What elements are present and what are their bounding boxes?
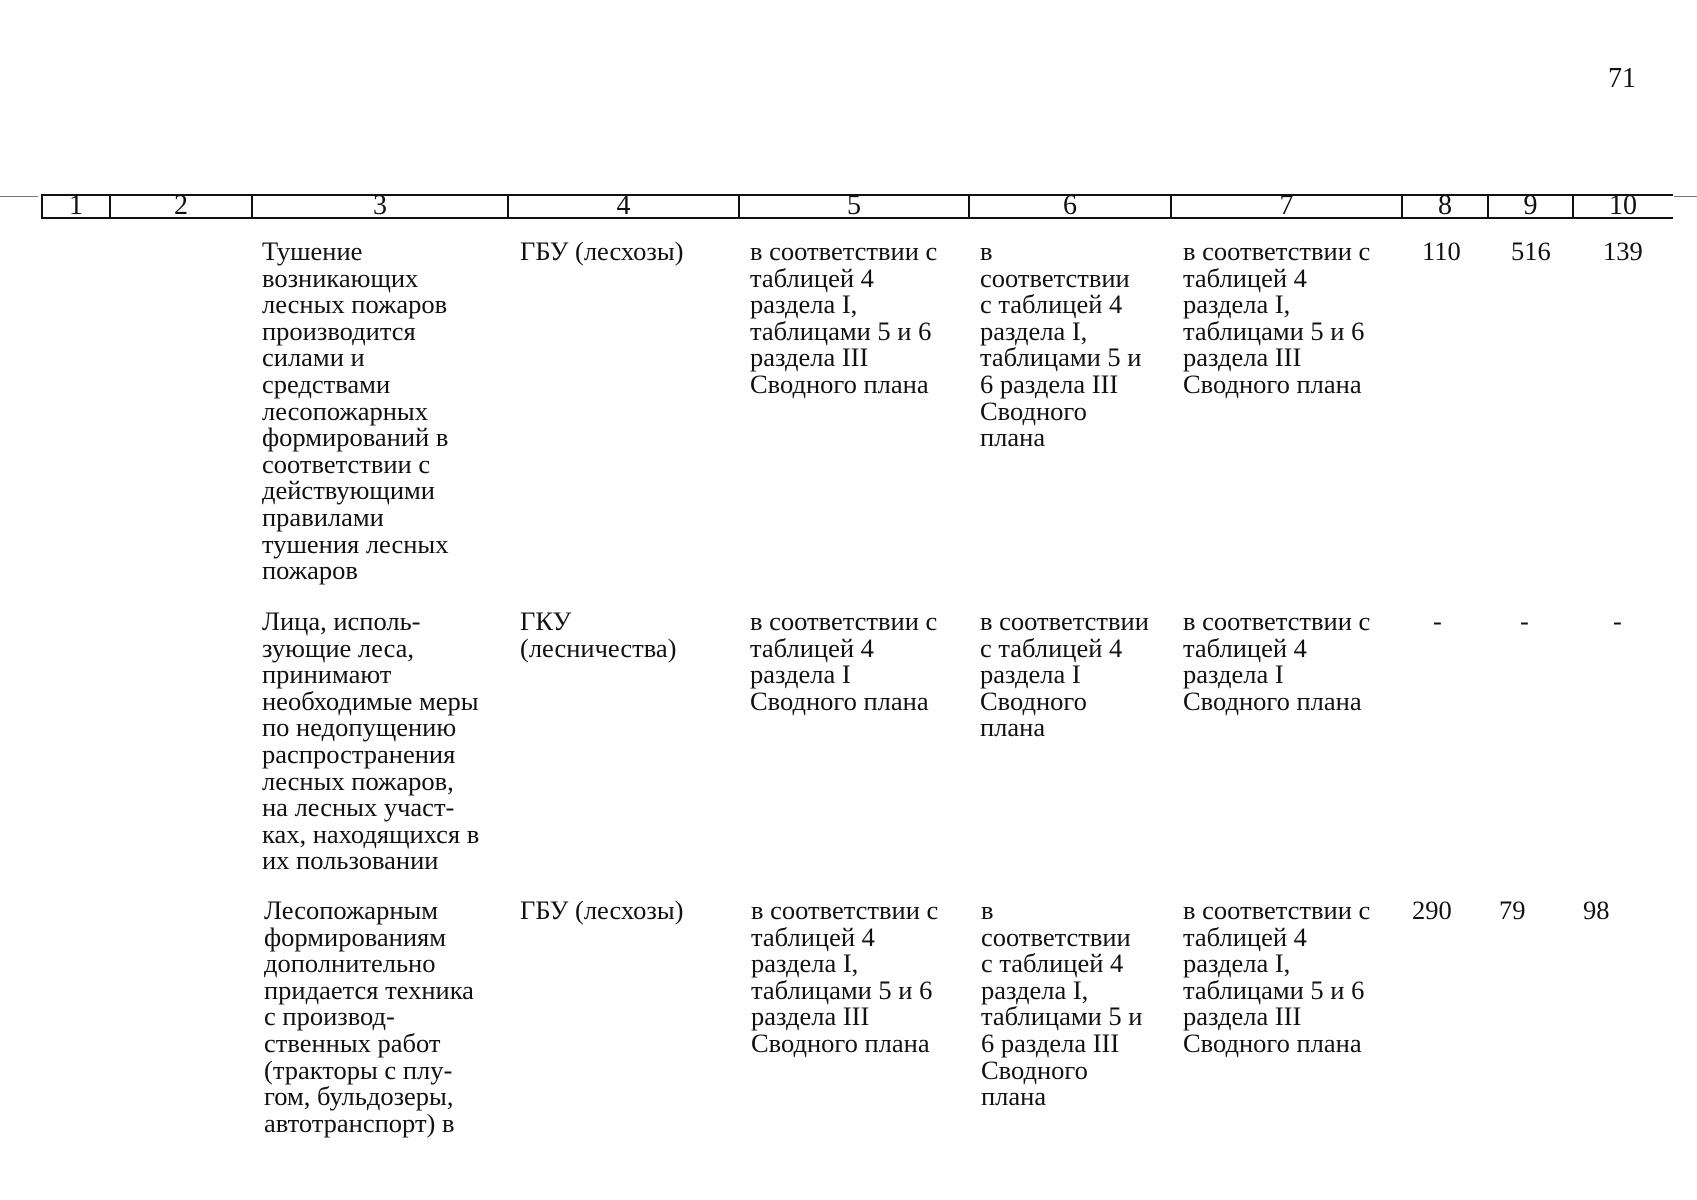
col8-value: 290: [1412, 895, 1452, 925]
measure-text: Лица, исполь- зующие леса, принимают необходимые меры по недопущению распространения лесных пожаров, на лесных участ- ках, находящихся в их пользовании: [262, 606, 480, 876]
col6-text: в соответствии с таблицей 4 раздела I, таблицами 5 и 6 раздела III Сводного плана: [980, 236, 1142, 453]
col10-value: -: [1613, 606, 1622, 636]
executor-text: ГКУ (лесничества): [520, 606, 677, 663]
col6-text: в соответствии с таблицей 4 раздела I, таблицами 5 и 6 раздела III Сводного плана: [981, 895, 1143, 1112]
header-col-6: 6: [1063, 190, 1077, 221]
col5-text: в соответствии с таблицей 4 раздела I Сводного плана: [750, 606, 938, 716]
measure-text: Лесопожарным формированиям дополнительно придается техника с производ- ственных работ (тракторы с плу- гом, бульдозеры, автотранспорт) в: [264, 895, 474, 1138]
header-col-10: 10: [1609, 190, 1637, 221]
scan-artifact-left: [0, 196, 38, 197]
header-col-3: 3: [373, 190, 387, 221]
header-col-8: 8: [1438, 190, 1452, 221]
col7-text: в соответствии с таблицей 4 раздела I Сводного плана: [1183, 606, 1371, 716]
header-col-4: 4: [616, 190, 631, 221]
header-col-5: 5: [847, 190, 861, 221]
col7-text: в соответствии с таблицей 4 раздела I, таблицами 5 и 6 раздела III Сводного плана: [1183, 895, 1371, 1058]
header-col-7: 7: [1279, 190, 1294, 221]
col9-value: 516: [1511, 236, 1551, 266]
scan-artifact-right: [1674, 196, 1697, 197]
header-col-9: 9: [1523, 190, 1538, 221]
col10-value: 98: [1583, 895, 1610, 925]
header-col-2: 2: [174, 190, 188, 221]
col10-value: 139: [1603, 236, 1643, 266]
header-col-1: 1: [69, 190, 83, 221]
col9-value: -: [1520, 606, 1529, 636]
col8-value: 110: [1422, 236, 1461, 266]
measure-text: Тушение возникающих лесных пожаров производится силами и средствами лесопожарных формирований в соответствии с действующими правилами тушения лесных пожаров: [262, 236, 449, 586]
col5-text: в соответствии с таблицей 4 раздела I, таблицами 5 и 6 раздела III Сводного плана: [750, 236, 938, 399]
executor-text: ГБУ (лесхозы): [520, 236, 684, 266]
page-number: 71: [1608, 63, 1636, 94]
col7-text: в соответствии с таблицей 4 раздела I, таблицами 5 и 6 раздела III Сводного плана: [1183, 236, 1371, 399]
col8-value: -: [1433, 606, 1442, 636]
executor-text: ГБУ (лесхозы): [520, 895, 684, 925]
col6-text: в соответствии с таблицей 4 раздела I Сводного плана: [980, 606, 1149, 743]
col9-value: 79: [1499, 895, 1526, 925]
col5-text: в соответствии с таблицей 4 раздела I, таблицами 5 и 6 раздела III Сводного плана: [751, 895, 939, 1058]
